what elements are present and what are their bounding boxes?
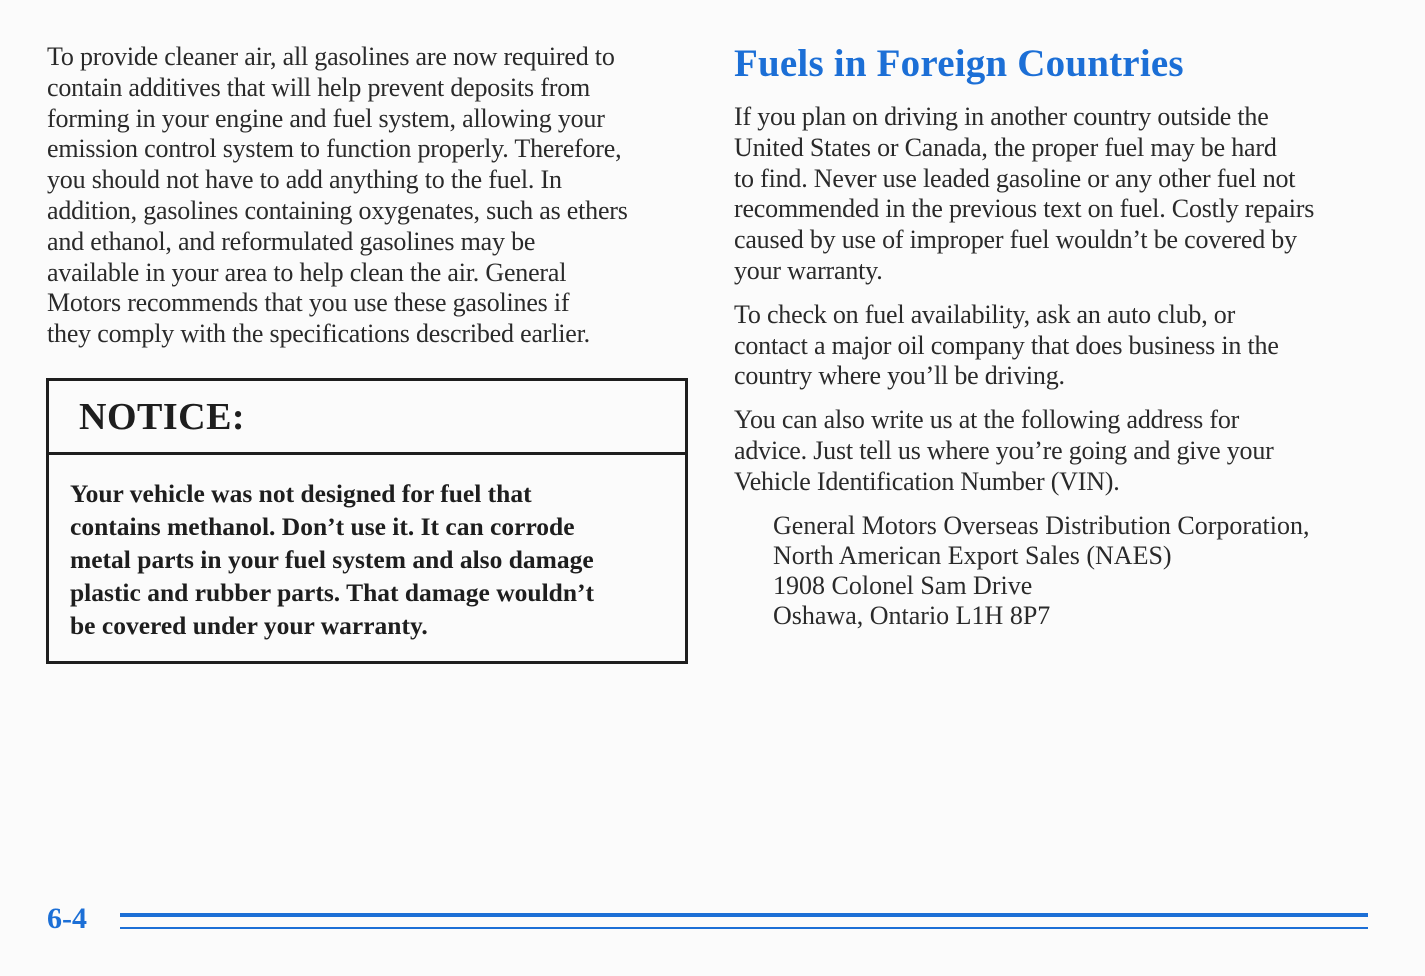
fuel-availability-paragraph <box>734 300 1394 392</box>
address-line: General Motors Overseas Distribution Corporation, <box>773 510 1310 540</box>
address-line: 1908 Colonel Sam Drive <box>773 570 1033 600</box>
address-line: Oshawa, Ontario L1H 8P7 <box>773 601 1051 631</box>
intro-line: Motors recommends that you use these gasolines if <box>47 288 570 318</box>
paragraph-line: You can also write us at the following address for <box>734 405 1240 435</box>
notice-header <box>49 381 685 455</box>
notice-line: metal parts in your fuel system and also damage <box>70 545 594 574</box>
footer-rule-thick <box>120 913 1368 917</box>
page-number: 6-4 <box>47 902 87 935</box>
paragraph-line: recommended in the previous text on fuel. Costly repairs <box>734 194 1315 224</box>
section-title: Fuels in Foreign Countries <box>734 42 1184 85</box>
notice-line: contains methanol. Don’t use it. It can corrode <box>70 512 575 541</box>
right-column <box>734 40 1394 631</box>
paragraph-line: United States or Canada, the proper fuel may be hard <box>734 132 1277 162</box>
paragraph-line: To check on fuel availability, ask an auto club, or <box>734 299 1236 329</box>
write-us-paragraph <box>734 405 1394 497</box>
intro-line: and ethanol, and reformulated gasolines may be <box>47 226 536 256</box>
paragraph-line: caused by use of improper fuel wouldn’t be covered by <box>734 225 1297 255</box>
intro-line: emission control system to function properly. Therefore, <box>47 134 622 164</box>
left-column <box>47 42 692 350</box>
intro-line: available in your area to help clean the air. General <box>47 257 567 287</box>
intro-line: they comply with the specifications described earlier. <box>47 319 590 349</box>
paragraph-line: to find. Never use leaded gasoline or any other fuel not <box>734 163 1296 193</box>
intro-line: forming in your engine and fuel system, allowing your <box>47 103 605 133</box>
intro-paragraph <box>47 42 692 350</box>
intro-line: contain additives that will help prevent deposits from <box>47 72 591 102</box>
intro-line: you should not have to add anything to the fuel. In <box>47 165 562 195</box>
notice-body <box>49 455 685 642</box>
paragraph-line: country where you’ll be driving. <box>734 361 1065 391</box>
paragraph-line: contact a major oil company that does business in the <box>734 330 1279 360</box>
notice-line: be covered under your warranty. <box>70 611 428 640</box>
notice-title: NOTICE: <box>79 395 246 438</box>
notice-box <box>46 378 688 664</box>
paragraph-line: If you plan on driving in another country outside the <box>734 102 1269 131</box>
address-line: North American Export Sales (NAES) <box>773 540 1172 570</box>
foreign-fuel-paragraph <box>734 102 1394 287</box>
paragraph-line: advice. Just tell us where you’re going and give your <box>734 435 1274 465</box>
notice-line: plastic and rubber parts. That damage wouldn’t <box>70 578 595 607</box>
footer-rule <box>120 913 1368 930</box>
footer-rule-thin <box>120 927 1368 929</box>
intro-line: addition, gasolines containing oxygenates, such as ethers <box>47 195 628 225</box>
intro-line: To provide cleaner air, all gasolines are now required to <box>47 42 615 71</box>
paragraph-line: your warranty. <box>734 255 883 285</box>
notice-line: Your vehicle was not designed for fuel that <box>70 479 532 508</box>
paragraph-line: Vehicle Identification Number (VIN). <box>734 466 1120 496</box>
mailing-address <box>773 511 1394 632</box>
